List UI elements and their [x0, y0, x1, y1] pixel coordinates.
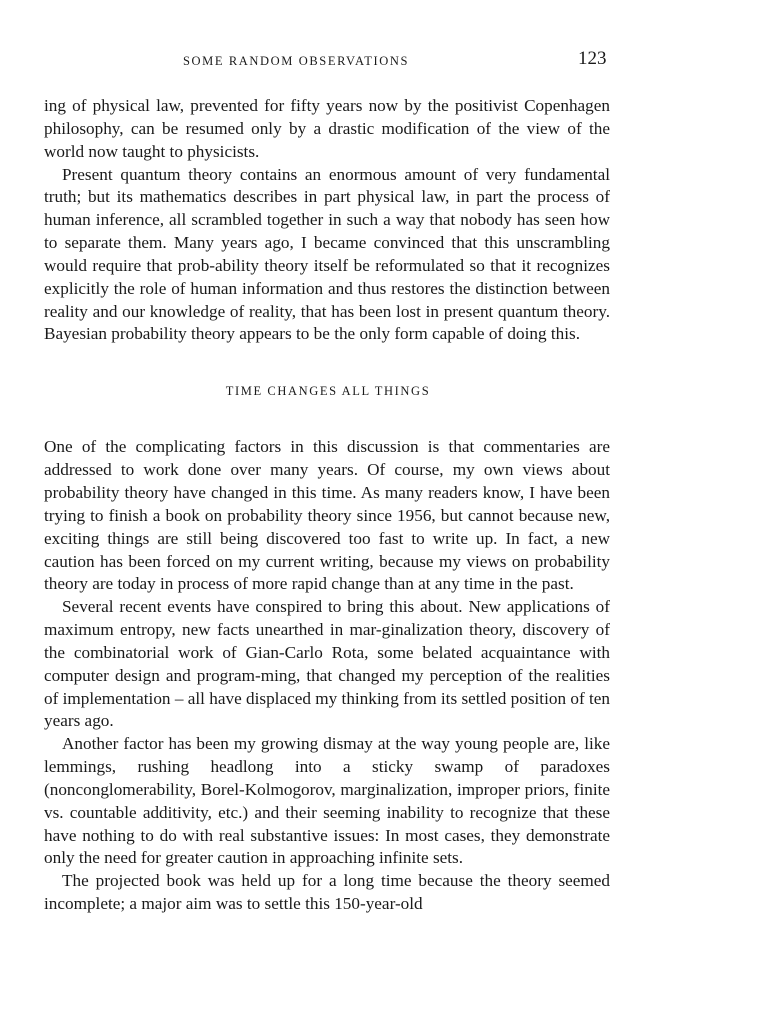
paragraph-continued: ing of physical law, prevented for fifty years now by the positivist Copenhagen philosophy, can be resumed only by a drastic modification of the view of the world now taught to physicists.: [44, 96, 610, 161]
body-text: [44, 95, 610, 916]
paragraph-quantum-theory: Present quantum theory contains an enormous amount of very fundamental truth; but its mathematics describes in part physical law, in part the process of human inference, all scrambled together in such a way that nobody has seen how to separate them. Many years ago, I became convinced that this unscrambling would require that prob-ability theory itself be reformulated so that it recognizes explicitly the role of human information and thus restores the distinction between reality and our knowledge of reality, that has been lost in present quantum theory. Bayesian probability theory appears to be the only form capable of doing this.: [44, 164, 610, 344]
running-header: [0, 48, 768, 74]
running-title: SOME RANDOM OBSERVATIONS: [183, 54, 410, 68]
page-number: 123: [578, 48, 607, 69]
paragraph-recent-events: Several recent events have conspired to bring this about. New applications of maximum entropy, new facts unearthed in mar-ginalization theory, discovery of the combinatorial work of Gian-Carlo Rota, some belated acquaintance with computer design and program-ming, that changed my perception of the realities of implementation – all have displaced my thinking from its settled position of ten years ago.: [44, 597, 610, 731]
paragraph-growing-dismay: Another factor has been my growing dismay at the way young people are, like lemmings, rushing headlong into a sticky swamp of paradoxes (nonconglomerability, Borel-Kolmogorov, marginalization, improper priors, finite vs. countable additivity, etc.) and their seeming inability to recognize that these have nothing to do with real substantive issues: In most cases, they demonstrate only the need for greater caution in approaching infinite sets.: [44, 734, 610, 868]
section-heading: TIME CHANGES ALL THINGS: [225, 384, 431, 399]
paragraph-projected-book: The projected book was held up for a long time because the theory seemed incomplete; a major aim was to settle this 150-year-old: [44, 871, 610, 914]
paragraph-complicating-factors: One of the complicating factors in this discussion is that commentaries are addressed to work done over many years. Of course, my own views about probability theory have changed in this time. As many readers know, I have been trying to finish a book on probability theory since 1956, but cannot because new, exciting things are still being discovered too fast to write up. In fact, a new caution has been forced on my current writing, because my views on probability theory are today in process of more rapid change than at any time in the past.: [44, 437, 610, 594]
